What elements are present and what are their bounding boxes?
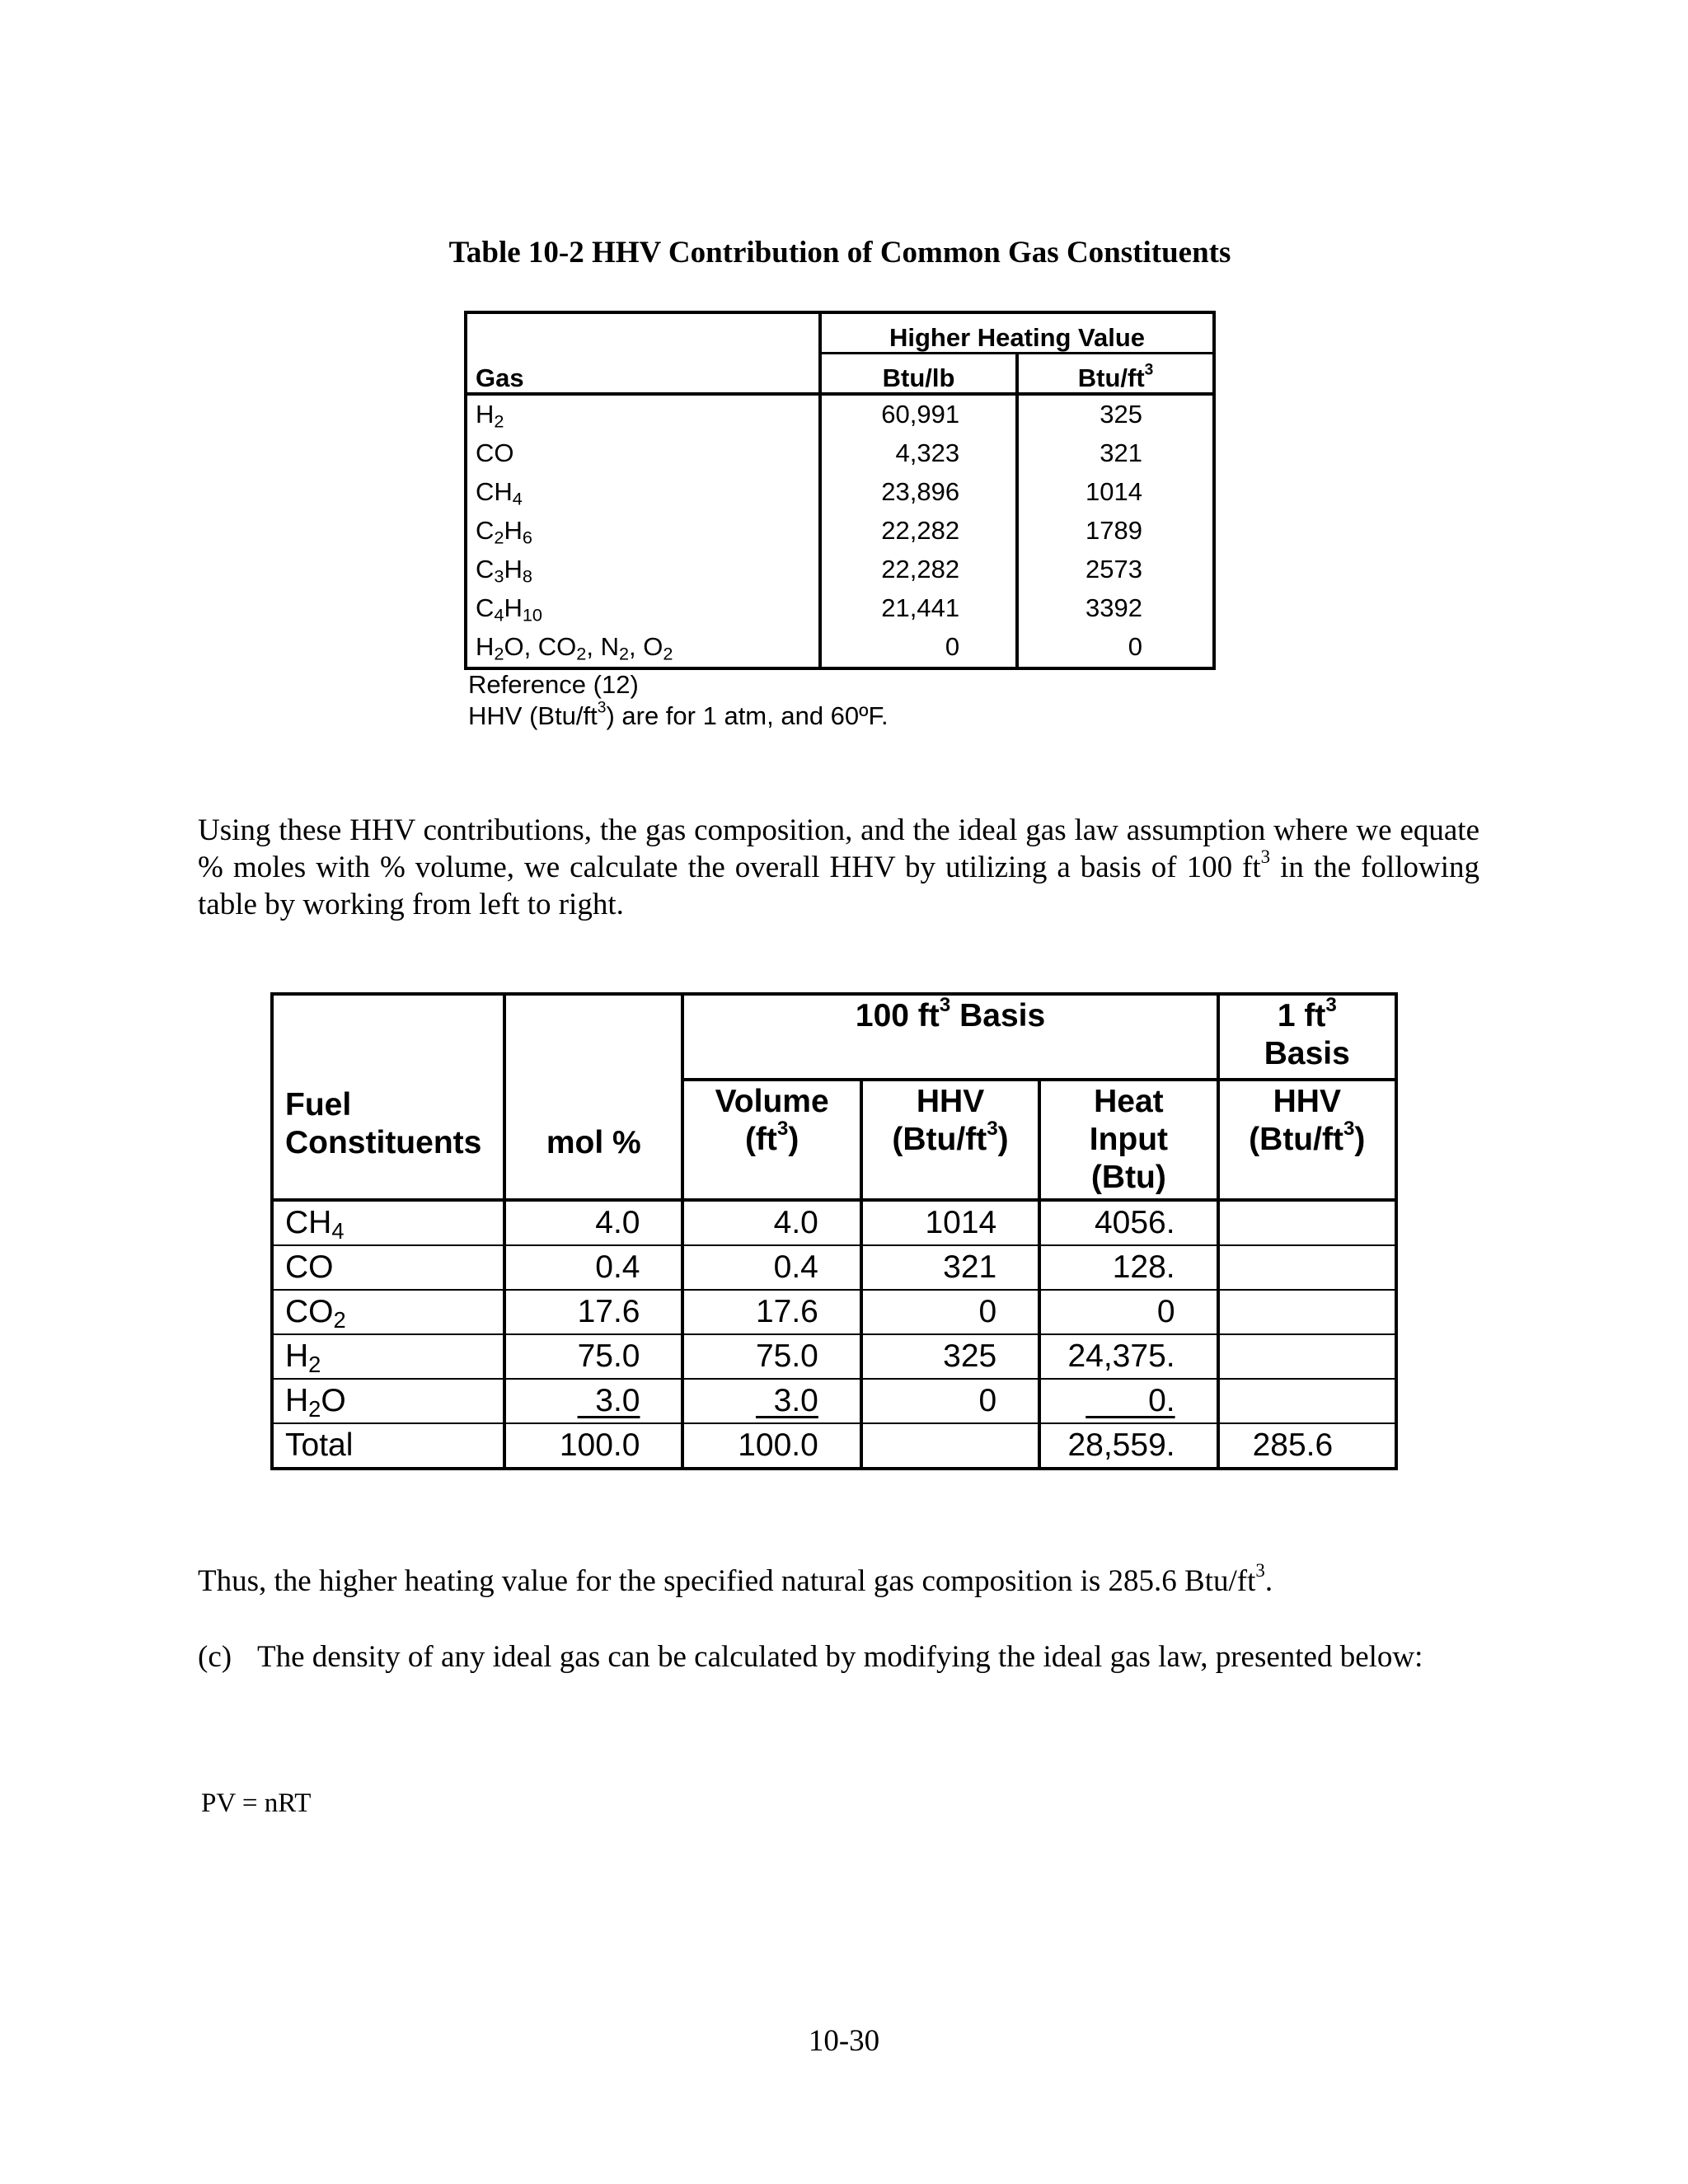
cell-hhv: 1014 — [861, 1200, 1039, 1245]
table-row — [272, 1423, 1396, 1469]
table-row — [272, 1200, 1396, 1245]
header-100ft3-basis: 100 $ft^3$ Basis — [682, 994, 1217, 1080]
cell-btu-ft3: 0 — [1017, 628, 1214, 668]
header-higher-heating-value: Higher Heating Value — [820, 312, 1214, 354]
header-btu-ft3: Btu/$ft^3$ — [1017, 354, 1214, 395]
cell-hhv — [861, 1423, 1039, 1469]
cell-hhv1 — [1218, 1290, 1396, 1334]
cell-mol: 75.0 — [504, 1334, 682, 1379]
table-row — [466, 589, 1214, 628]
cell-hhv: 325 — [861, 1334, 1039, 1379]
cell-hhv: 0 — [861, 1379, 1039, 1423]
item-label: (c) — [198, 1640, 232, 1674]
cell-btu-ft3: 321 — [1017, 434, 1214, 473]
table-row — [466, 434, 1214, 473]
table-row — [466, 628, 1214, 668]
cell-hhv: 321 — [861, 1245, 1039, 1290]
cell-volume: 75.0 — [682, 1334, 860, 1379]
cell-btu-lb: 22,282 — [820, 512, 1017, 551]
page-number: 10-30 — [808, 2024, 880, 2058]
header-heat-input: Heat Input (Btu) — [1039, 1080, 1217, 1200]
cell-hhv: 0 — [861, 1290, 1039, 1334]
conditions-note: HHV $(Btu/ft^3)$ are for 1 atm, and 60ºF. — [468, 699, 889, 730]
table-row — [466, 394, 1214, 434]
cell-btu-lb: 60,991 — [820, 394, 1017, 434]
cell-mol: 100.0 — [504, 1423, 682, 1469]
cell-heat: 28,559. — [1039, 1423, 1217, 1469]
table-row — [466, 512, 1214, 551]
item-text: The density of any ideal gas can be calculated by modifying the ideal gas law, presented below: — [257, 1640, 1423, 1674]
cell-gas: $C_4H_{10}$ — [466, 589, 820, 628]
table-row — [272, 1379, 1396, 1423]
cell-mol: 17.6 — [504, 1290, 682, 1334]
header-1ft3-basis: 1 $ft^3$ Basis — [1218, 994, 1396, 1080]
table-notes — [468, 669, 889, 732]
cell-name: $CO_2$ — [272, 1290, 504, 1334]
table-title: Table 10-2 HHV Contribution of Common Gas Constituents — [448, 236, 1231, 269]
header-hhv-1ft3: HHV $(Btu/ft^3)$ — [1218, 1080, 1396, 1200]
cell-btu-lb: 0 — [820, 628, 1017, 668]
header-mol-percent: mol % — [504, 994, 682, 1200]
header-gas: Gas — [466, 354, 820, 395]
cell-name: Total — [272, 1423, 504, 1469]
cell-gas: $CH_4$ — [466, 473, 820, 512]
cell-heat: 128. — [1039, 1245, 1217, 1290]
cell-volume: 4.0 — [682, 1200, 860, 1245]
cell-heat: 0 — [1039, 1290, 1217, 1334]
table-row — [272, 1245, 1396, 1290]
cell-name: $H_2$ — [272, 1334, 504, 1379]
cell-heat: 0. — [1039, 1379, 1217, 1423]
cell-hhv1 — [1218, 1200, 1396, 1245]
cell-name: CO — [272, 1245, 504, 1290]
paragraph-hhv-method: Using these HHV contributions, the gas composition, and the ideal gas law assumption where we equate % moles with % volume, we calculate the overall HHV by utilizing a basis of 100 $ft^3$ in the following table by working from left to right. — [198, 813, 1479, 921]
cell-btu-lb: 23,896 — [820, 473, 1017, 512]
cell-mol: 4.0 — [504, 1200, 682, 1245]
cell-volume: 0.4 — [682, 1245, 860, 1290]
cell-btu-ft3: 3392 — [1017, 589, 1214, 628]
table-row — [466, 551, 1214, 589]
cell-gas: $H_2O$, $CO_2$, $N_2$, $O_2$ — [466, 628, 820, 668]
cell-name: $H_2O$ — [272, 1379, 504, 1423]
header-btu-lb: Btu/lb — [820, 354, 1017, 395]
hhv-contribution-table — [464, 311, 1216, 670]
ideal-gas-law-formula: PV = nRT — [201, 1788, 312, 1818]
cell-gas: $C_2H_6$ — [466, 512, 820, 551]
cell-hhv1 — [1218, 1245, 1396, 1290]
cell-btu-ft3: 2573 — [1017, 551, 1214, 589]
cell-btu-lb: 21,441 — [820, 589, 1017, 628]
cell-volume: 100.0 — [682, 1423, 860, 1469]
header-volume: Volume $(ft^3)$ — [682, 1080, 860, 1200]
reference-note: Reference (12) — [468, 670, 639, 699]
paragraph-result: Thus, the higher heating value for the specified natural gas composition is 285.6 Btu/$ft^3$. — [198, 1559, 1273, 1598]
table-row — [272, 1334, 1396, 1379]
cell-hhv1 — [1218, 1334, 1396, 1379]
hhv-calculation-table — [270, 992, 1398, 1470]
cell-gas: CO — [466, 434, 820, 473]
cell-btu-ft3: 325 — [1017, 394, 1214, 434]
cell-volume: 3.0 — [682, 1379, 860, 1423]
cell-mol: 3.0 — [504, 1379, 682, 1423]
cell-btu-ft3: 1014 — [1017, 473, 1214, 512]
cell-gas: $H_2$ — [466, 394, 820, 434]
cell-gas: $C_3H_8$ — [466, 551, 820, 589]
cell-btu-lb: 22,282 — [820, 551, 1017, 589]
cell-heat: 24,375. — [1039, 1334, 1217, 1379]
table-row — [272, 1290, 1396, 1334]
header-fuel-constituents: Fuel Constituents — [272, 994, 504, 1200]
cell-mol: 0.4 — [504, 1245, 682, 1290]
cell-hhv1: 285.6 — [1218, 1423, 1396, 1469]
cell-heat: 4056. — [1039, 1200, 1217, 1245]
cell-name: $CH_4$ — [272, 1200, 504, 1245]
cell-btu-lb: 4,323 — [820, 434, 1017, 473]
cell-volume: 17.6 — [682, 1290, 860, 1334]
header-hhv: HHV $(Btu/ft^3)$ — [861, 1080, 1039, 1200]
cell-hhv1 — [1218, 1379, 1396, 1423]
table-row — [466, 473, 1214, 512]
paragraph-density — [198, 1638, 1479, 1675]
cell-btu-ft3: 1789 — [1017, 512, 1214, 551]
